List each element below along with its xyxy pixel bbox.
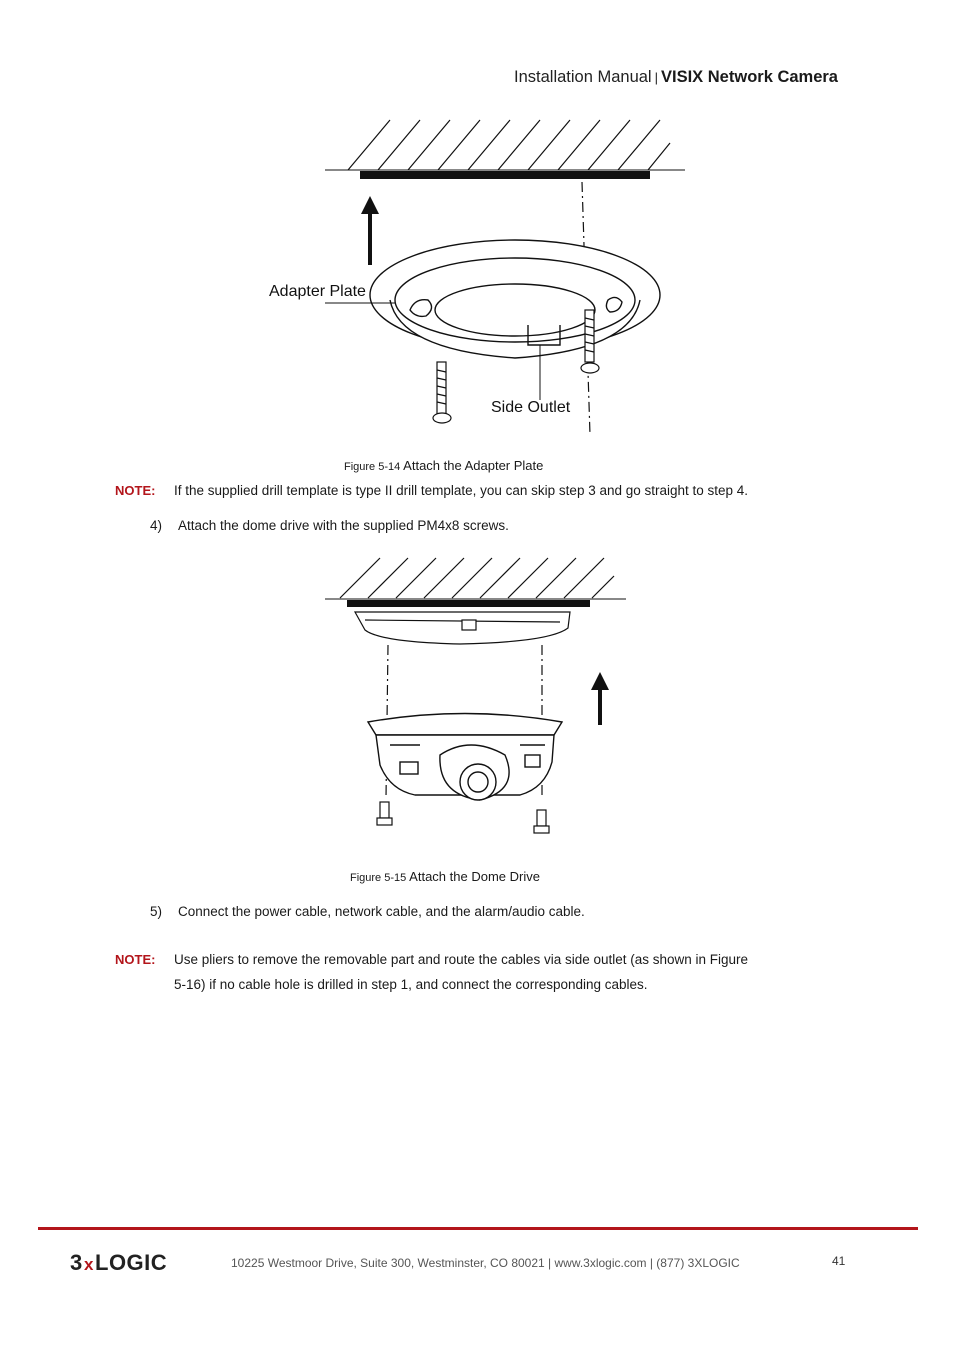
step-number: 5) [150,904,163,919]
screw-icon [534,810,549,833]
side-outlet-label: Side Outlet [491,399,571,416]
caption-text: Attach the Adapter Plate [403,458,544,473]
svg-text:x: x [84,1255,94,1274]
caption-text: Attach the Dome Drive [409,869,540,884]
note-label: NOTE: [115,952,156,967]
note-text-line-1: Use pliers to remove the removable part and route the cables via side outlet (as shown in Figure [174,952,749,967]
dome-drive-illustration [320,550,640,840]
adapter-plate-label: Adapter Plate [269,283,366,300]
up-arrow-icon [591,672,609,725]
page-number: 41 [832,1254,846,1268]
ceiling-bar [347,600,590,607]
step-text: Attach the dome drive with the supplied PM4x8 screws. [178,518,509,533]
adapter-plate-illustration [260,110,700,440]
svg-text:LOGIC: LOGIC [95,1250,168,1274]
up-arrow-icon [361,196,379,265]
company-logo [70,1250,205,1274]
footer-divider [38,1227,918,1230]
footer-address: 10225 Westmoor Drive, Suite 300, Westminster, CO 80021 | www.3xlogic.com | (877) 3XLOGIC [231,1256,740,1270]
adapter-plate-shape [355,612,570,644]
figure-5-15-caption [350,869,540,884]
page-header [0,68,838,87]
step-number: 4) [150,518,163,533]
adapter-plate-shape [370,240,660,358]
ceiling-bar [360,171,650,179]
note-text-line-2: 5-16) if no cable hole is drilled in step 1, and connect the corresponding cables. [174,977,648,992]
screw-icon [377,802,392,825]
note-label: NOTE: [115,483,156,498]
caption-number: Figure 5-15 [350,872,407,884]
screw-icon [433,362,451,423]
svg-text:3: 3 [70,1250,83,1274]
header-product-name: VISIX Network Camera [661,68,838,86]
figure-5-14-caption [344,458,543,473]
ceiling-hatching [348,120,670,170]
dome-drive-shape [368,714,562,801]
header-manual-title: Installation Manual [514,68,652,86]
header-separator: | [654,70,658,85]
ceiling-hatching [340,558,614,598]
caption-number: Figure 5-14 [344,461,401,473]
note-text: If the supplied drill template is type II drill template, you can skip step 3 and go straight to step 4. [174,483,749,498]
step-text: Connect the power cable, network cable, and the alarm/audio cable. [178,904,585,919]
